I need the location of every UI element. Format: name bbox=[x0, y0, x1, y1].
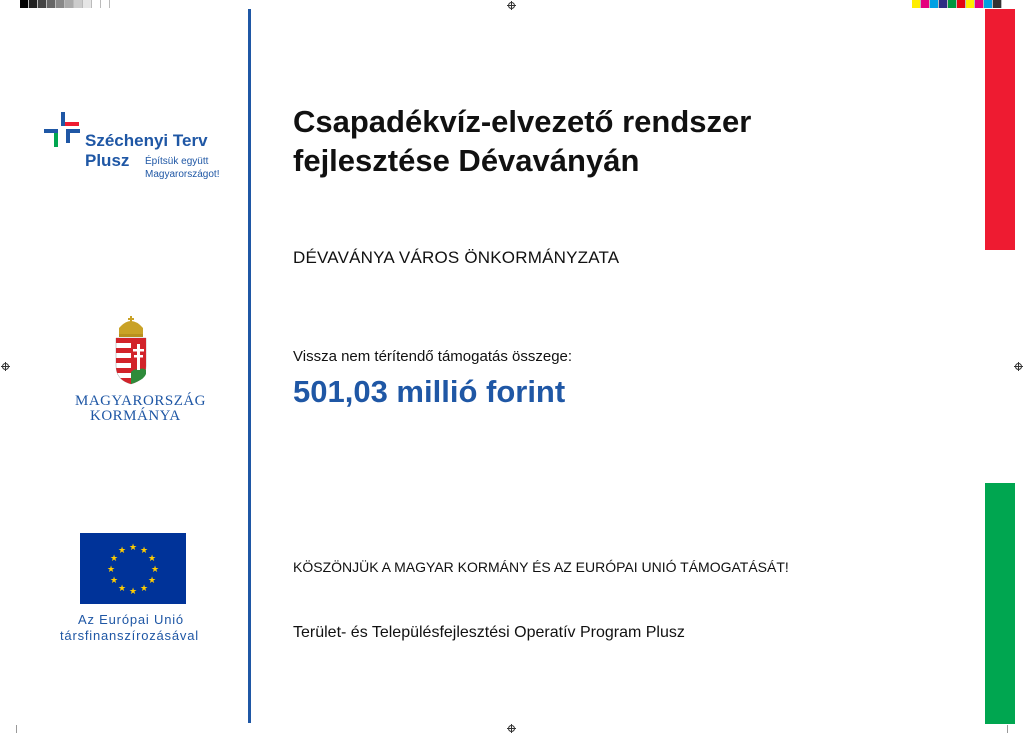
support-amount: 501,03 millió forint bbox=[293, 374, 566, 409]
crop-mark bbox=[16, 725, 17, 733]
eu-flag-icon bbox=[80, 533, 186, 604]
grayscale-color-bar bbox=[20, 0, 110, 8]
project-title bbox=[293, 102, 853, 180]
svg-text:★: ★ bbox=[117, 584, 127, 594]
thanks-text: KÖSZÖNJÜK A MAGYAR KORMÁNY ÉS AZ EURÓPAI UNIÓ TÁMOGATÁSÁT! bbox=[293, 559, 789, 575]
szechenyi-slogan bbox=[145, 155, 235, 181]
svg-text:★: ★ bbox=[150, 565, 160, 575]
szechenyi-logo-line1: Széchenyi Terv bbox=[85, 131, 208, 150]
szechenyi-plus-icon bbox=[44, 112, 84, 154]
eu-caption-line1: Az Európai Unió bbox=[78, 612, 184, 627]
svg-text:★: ★ bbox=[128, 543, 138, 553]
svg-text:★: ★ bbox=[139, 546, 149, 556]
svg-text:★: ★ bbox=[109, 576, 119, 586]
svg-text:★: ★ bbox=[117, 546, 127, 556]
project-title-line2: fejlesztése Dévaványán bbox=[293, 143, 640, 178]
cmyk-color-bar bbox=[912, 0, 1002, 8]
svg-text:★: ★ bbox=[147, 576, 157, 586]
project-title-line1: Csapadékvíz-elvezető rendszer bbox=[293, 104, 752, 139]
szechenyi-slogan-line2: Magyarországot! bbox=[145, 169, 220, 180]
government-logo-line2: KORMÁNYA bbox=[90, 408, 181, 424]
flag-red-bar bbox=[985, 9, 1015, 250]
szechenyi-logo-line2: Plusz bbox=[85, 151, 130, 170]
szechenyi-slogan-line1: Építsük együtt bbox=[145, 156, 209, 167]
registration-mark-right bbox=[1014, 362, 1023, 371]
vertical-divider bbox=[248, 9, 251, 723]
svg-text:★: ★ bbox=[139, 584, 149, 594]
eu-caption-line2: társfinanszírozásával bbox=[60, 628, 199, 643]
svg-text:★: ★ bbox=[128, 587, 138, 597]
flag-green-bar bbox=[985, 483, 1015, 724]
beneficiary-name: DÉVAVÁNYA VÁROS ÖNKORMÁNYZATA bbox=[293, 248, 620, 267]
svg-text:★: ★ bbox=[147, 554, 157, 564]
crop-mark bbox=[1007, 725, 1008, 733]
registration-mark-left bbox=[1, 362, 10, 371]
coat-of-arms-icon bbox=[113, 314, 149, 386]
support-amount-label: Vissza nem térítendő támogatás összege: bbox=[293, 348, 573, 365]
program-name: Terület- és Településfejlesztési Operatív Program Plusz bbox=[293, 624, 685, 641]
registration-mark-top bbox=[507, 1, 516, 10]
svg-text:★: ★ bbox=[106, 565, 116, 575]
svg-text:★: ★ bbox=[109, 554, 119, 564]
government-logo-line1: MAGYARORSZÁG bbox=[75, 393, 207, 409]
registration-mark-bottom bbox=[507, 724, 516, 733]
